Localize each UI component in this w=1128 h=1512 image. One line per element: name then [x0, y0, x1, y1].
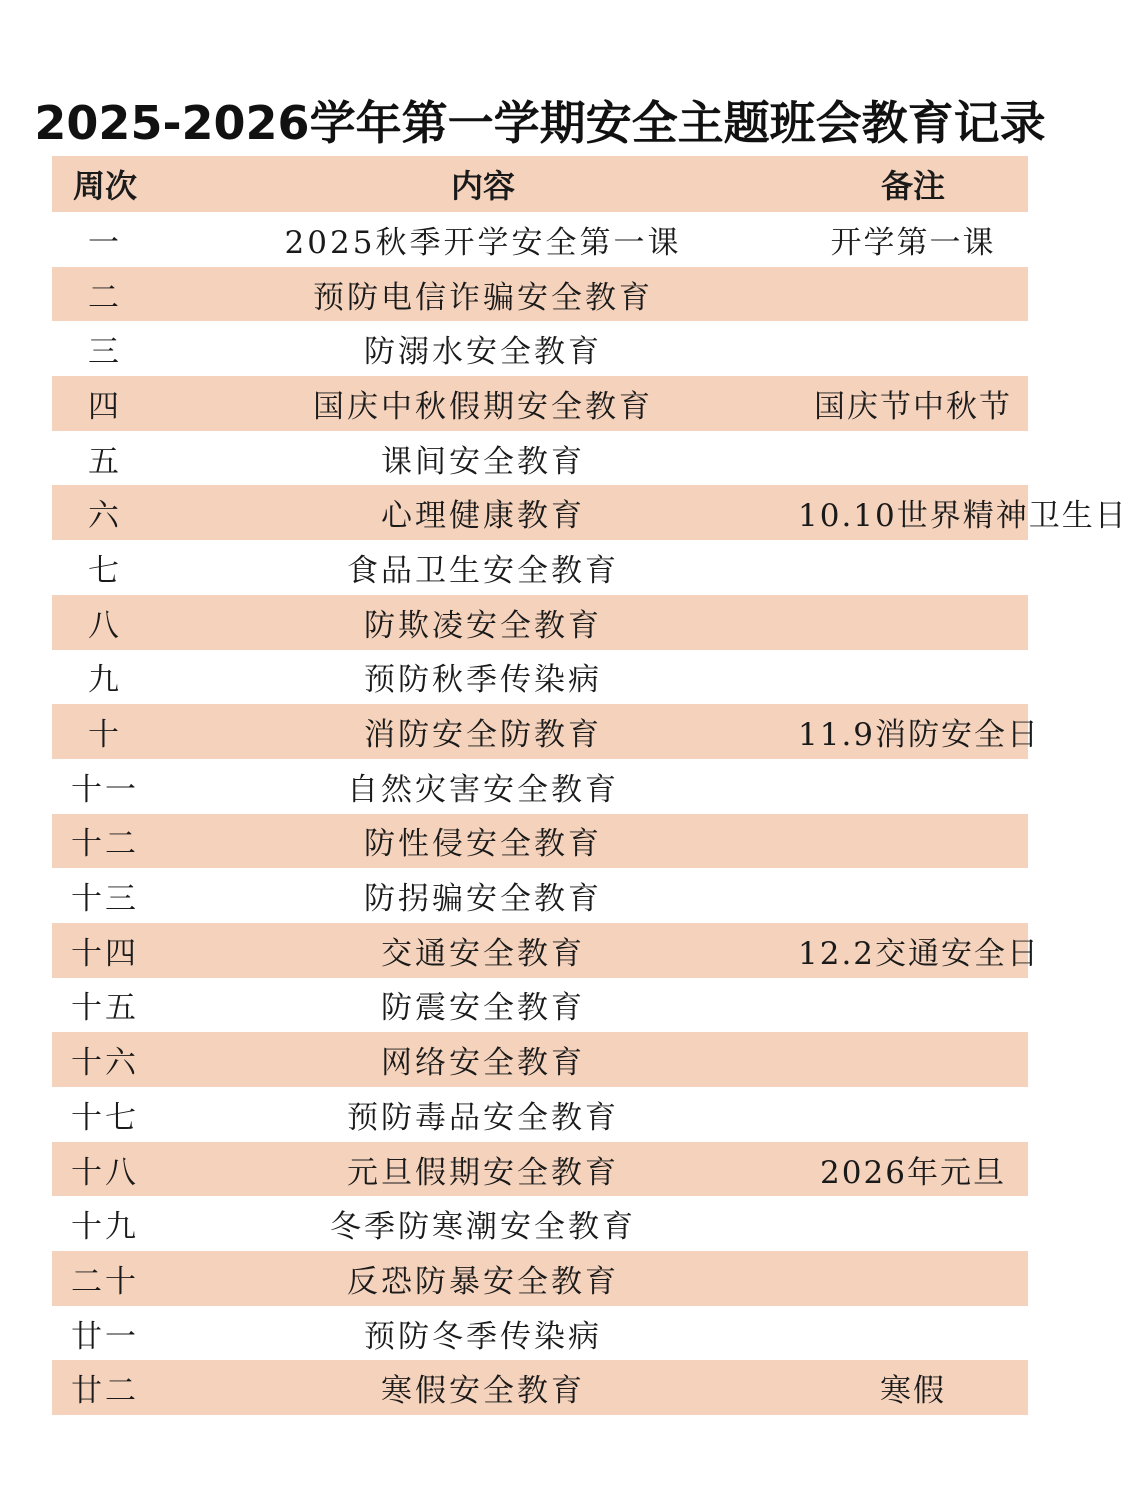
page-title: 2025-2026学年第一学期安全主题班会教育记录 [34, 96, 1046, 150]
cell-week: 十三 [71, 881, 139, 918]
cell-week: 六 [88, 498, 122, 535]
cell-week: 一 [88, 224, 122, 261]
cell-week: 十一 [71, 771, 139, 808]
table-row [52, 814, 1028, 869]
table-row [52, 1360, 1028, 1415]
table-header-row [52, 156, 1028, 212]
cell-week: 十五 [71, 990, 139, 1027]
cell-week: 四 [88, 388, 122, 425]
table-row [52, 321, 1028, 376]
cell-week: 二 [88, 279, 122, 316]
cell-content: 防溺水安全教育 [364, 334, 602, 371]
cell-content: 防性侵安全教育 [364, 826, 602, 863]
table-row [52, 923, 1041, 978]
cell-content: 自然灾害安全教育 [347, 771, 619, 808]
cell-week: 廿二 [71, 1373, 139, 1410]
header-week: 周次 [72, 167, 137, 205]
cell-content: 食品卫生安全教育 [347, 552, 619, 589]
table-row [52, 1196, 1028, 1251]
cell-note: 2026年元旦 [820, 1154, 1006, 1191]
cell-content: 2025秋季开学安全第一课 [284, 224, 682, 261]
cell-content: 交通安全教育 [381, 935, 585, 972]
table-row [52, 376, 1028, 431]
table-row [52, 1142, 1028, 1197]
cell-week: 三 [88, 334, 122, 371]
table-row [52, 1032, 1028, 1087]
cell-content: 冬季防寒潮安全教育 [330, 1209, 636, 1246]
table-row [52, 978, 1028, 1033]
cell-week: 十 [88, 717, 122, 754]
table-row [52, 267, 1028, 322]
cell-week: 七 [88, 552, 122, 589]
cell-content: 预防秋季传染病 [364, 662, 602, 699]
cell-week: 八 [88, 607, 122, 644]
cell-week: 十二 [71, 826, 139, 863]
table-row [52, 485, 1128, 540]
cell-week: 五 [88, 443, 122, 480]
cell-week: 廿一 [71, 1318, 139, 1355]
cell-content: 预防毒品安全教育 [347, 1099, 619, 1136]
cell-content: 消防安全防教育 [364, 717, 602, 754]
cell-week: 二十 [71, 1263, 139, 1300]
table-row [52, 704, 1041, 759]
cell-week: 十六 [71, 1045, 139, 1082]
cell-content: 反恐防暴安全教育 [347, 1263, 619, 1300]
table-row [52, 650, 1028, 705]
cell-note: 10.10世界精神卫生日 [798, 498, 1128, 535]
table-row [52, 1306, 1028, 1361]
cell-content: 预防冬季传染病 [364, 1318, 602, 1355]
header-note: 备注 [880, 167, 945, 205]
cell-content: 元旦假期安全教育 [347, 1154, 619, 1191]
cell-note: 寒假 [880, 1373, 946, 1410]
cell-note: 国庆节中秋节 [814, 388, 1012, 425]
table-row [52, 212, 1028, 267]
cell-note: 开学第一课 [830, 224, 996, 261]
cell-content: 寒假安全教育 [381, 1373, 585, 1410]
cell-week: 十八 [71, 1154, 139, 1191]
schedule-table [52, 156, 1128, 1415]
table-row [52, 540, 1028, 595]
table-row [52, 759, 1028, 814]
cell-content: 国庆中秋假期安全教育 [313, 388, 653, 425]
cell-week: 十七 [71, 1099, 139, 1136]
header-content: 内容 [450, 167, 515, 205]
cell-content: 网络安全教育 [381, 1045, 585, 1082]
cell-note: 11.9消防安全日 [798, 717, 1041, 754]
table-row [52, 595, 1028, 650]
cell-content: 防拐骗安全教育 [364, 881, 602, 918]
table-body [52, 212, 1128, 1415]
table-row [52, 431, 1028, 486]
cell-content: 课间安全教育 [381, 443, 585, 480]
cell-week: 十四 [71, 935, 139, 972]
cell-week: 九 [88, 662, 122, 699]
table-row [52, 1087, 1028, 1142]
cell-note: 12.2交通安全日 [798, 935, 1041, 972]
cell-content: 防震安全教育 [381, 990, 585, 1027]
cell-content: 防欺凌安全教育 [364, 607, 602, 644]
table-row [52, 868, 1028, 923]
cell-content: 心理健康教育 [381, 498, 585, 535]
cell-content: 预防电信诈骗安全教育 [313, 279, 653, 316]
table-row [52, 1251, 1028, 1306]
cell-week: 十九 [71, 1209, 139, 1246]
